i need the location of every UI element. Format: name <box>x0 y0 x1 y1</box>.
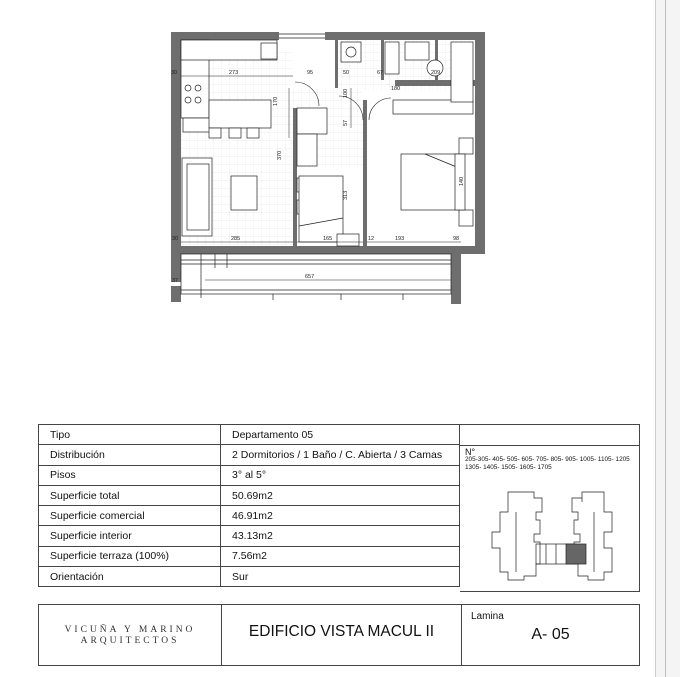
spec-value: Departamento 05 <box>221 425 460 445</box>
spec-label: Pisos <box>39 465 221 485</box>
sheet-label: Lamina <box>471 611 504 622</box>
key-plan-unit-highlight <box>566 544 586 564</box>
dim-label: 370 <box>277 150 283 160</box>
bedroom-1-furniture <box>393 100 473 226</box>
spec-label: Superficie total <box>39 485 221 505</box>
table-row <box>39 506 460 526</box>
unit-numbers-label: N° <box>465 447 476 457</box>
table-row <box>39 567 460 587</box>
dim-label: 313 <box>343 190 349 200</box>
dim-label: 273 <box>229 70 239 76</box>
architect-name: VICUÑA Y MARINO <box>64 625 196 635</box>
sheet-page-edge-line <box>665 0 666 677</box>
dim-label: 165 <box>323 236 333 242</box>
spec-value: 43.13m2 <box>221 526 460 546</box>
dim-label: 37 <box>172 278 179 284</box>
table-row <box>39 485 460 505</box>
dim-label: 30 <box>171 70 178 76</box>
spec-label: Distribución <box>39 445 221 465</box>
dim-label: 30 <box>172 236 179 242</box>
table-row <box>39 546 460 566</box>
spec-value: 2 Dormitorios / 1 Baño / C. Abierta / 3 Camas <box>221 445 460 465</box>
spec-value: 7.56m2 <box>221 546 460 566</box>
table-row <box>39 465 460 485</box>
divider <box>460 445 640 446</box>
dim-label: 140 <box>459 176 465 186</box>
dim-label: 100 <box>343 88 349 98</box>
dim-label: 657 <box>305 274 315 280</box>
unit-numbers-list: 205-305- 405- 505- 605- 705- 805- 905- 1005- 1105- 1205 1305- 1405- 1505- 1605- 1705 <box>465 456 630 471</box>
floor-plan <box>165 28 500 313</box>
dim-label: 193 <box>395 236 405 242</box>
spec-label: Tipo <box>39 425 221 445</box>
title-block <box>38 604 640 666</box>
table-row <box>39 445 460 465</box>
dim-label: 50 <box>343 70 350 76</box>
dim-label: 57 <box>343 119 349 126</box>
terrace <box>181 254 451 300</box>
sheet-page-edge <box>655 0 680 677</box>
spec-label: Superficie interior <box>39 526 221 546</box>
dim-label: 170 <box>273 96 279 106</box>
spec-label: Superficie terraza (100%) <box>39 546 221 566</box>
spec-value: 3° al 5° <box>221 465 460 485</box>
spec-label: Superficie comercial <box>39 506 221 526</box>
sheet-number: A- 05 <box>531 626 570 643</box>
dim-label: 209 <box>431 70 441 76</box>
dim-label: 67 <box>377 70 384 76</box>
architect-logo <box>39 625 221 647</box>
spec-value: Sur <box>221 567 460 587</box>
key-plan <box>480 488 620 584</box>
table-row <box>39 526 460 546</box>
dim-label: 12 <box>368 236 375 242</box>
architect-subtitle: ARQUITECTOS <box>80 636 180 646</box>
dim-label: 95 <box>307 70 314 76</box>
spec-label: Orientación <box>39 567 221 587</box>
dim-label: 180 <box>391 86 401 92</box>
dim-label: 98 <box>453 236 460 242</box>
table-row <box>39 425 460 445</box>
spec-value: 50.69m2 <box>221 485 460 505</box>
spec-table <box>38 424 460 587</box>
dim-label: 285 <box>231 236 241 242</box>
spec-value: 46.91m2 <box>221 506 460 526</box>
building-name: EDIFICIO VISTA MACUL II <box>248 623 435 640</box>
